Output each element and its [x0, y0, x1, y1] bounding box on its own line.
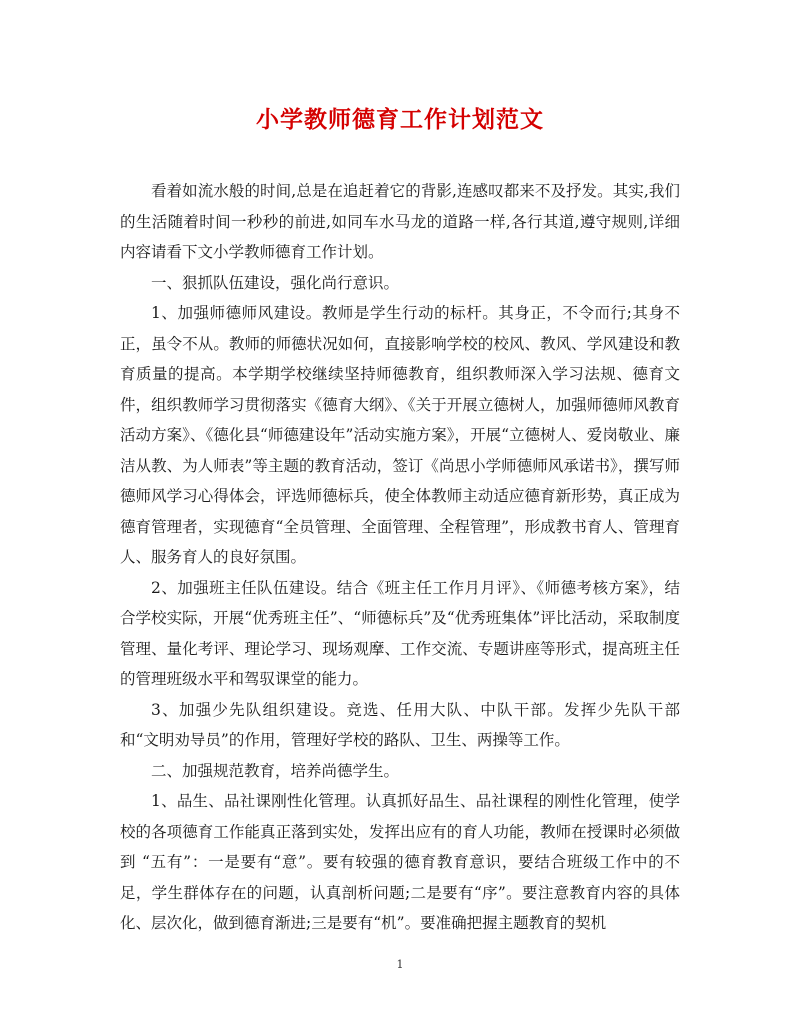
section-heading-1: 一、狠抓队伍建设，强化尚行意识。: [151, 273, 400, 292]
document-body: [120, 176, 680, 939]
page-number: 1: [396, 958, 404, 971]
body-paragraph: 3、加强少先队组织建设。竞选、任用大队、中队干部。发挥少先队干部和“文明劝导员”的作用，管理好学校的路队、卫生、两操等工作。: [120, 700, 680, 749]
body-paragraph: 1、品生、品社课刚性化管理。认真抓好品生、品社课程的刚性化管理，使学校的各项德育工作能真正落到实处，发挥出应有的育人功能，教师在授课时必须做到 “五有”：一是要有“意”。要有较强的德育教育意识，要结合班级工作中的不足，学生群体存在的问题，认真剖析问题;二是要有“序”。要注意教育内容的具体化、层次化，做到德育渐进;三是要有“机”。要准确把握主题教育的契机: [120, 792, 680, 932]
section-heading-2: 二、加强规范教育，培养尚德学生。: [151, 761, 400, 780]
document-title: 小学教师德育工作计划范文: [256, 106, 544, 133]
intro-paragraph: 看着如流水般的时间,总是在追赶着它的背影,连感叹都来不及抒发。其实,我们的生活随着时间一秒秒的前进,如同车水马龙的道路一样,各行其道,遵守规则,详细内容请看下文小学教师德育工作计划。: [120, 182, 680, 261]
body-paragraph: 1、加强师德师风建设。教师是学生行动的标杆。其身正，不令而行;其身不正，虽令不从。教师的师德状况如何，直接影响学校的校风、教风、学风建设和教育质量的提高。本学期学校继续坚持师德教育，组织教师深入学习法规、德育文件，组织教师学习贯彻落实《德育大纲》、《关于开展立德树人，加强师德师风教育活动方案》、《德化县“师德建设年”活动实施方案》，开展“立德树人、爱岗敬业、廉洁从教、为人师表”等主题的教育活动，签订《尚思小学师德师风承诺书》，撰写师德师风学习心得体会，评选师德标兵，使全体教师主动适应德育新形势，真正成为德育管理者，实现德育“全员管理、全面管理、全程管理”，形成教书育人、管理育人、服务育人的良好氛围。: [120, 304, 680, 566]
body-paragraph: 2、加强班主任队伍建设。结合《班主任工作月月评》、《师德考核方案》，结合学校实际，开展“优秀班主任”、“师德标兵”及“优秀班集体”评比活动，采取制度管理、量化考评、理论学习、现场观摩、工作交流、专题讲座等形式，提高班主任的管理班级水平和驾驭课堂的能力。: [120, 578, 680, 688]
